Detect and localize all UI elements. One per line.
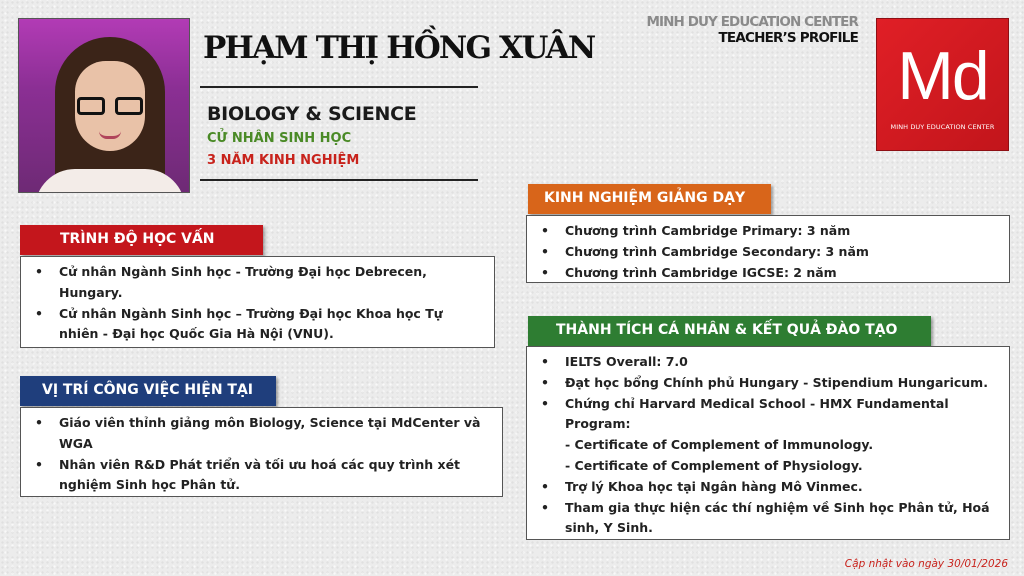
teaching-item: • Chương trình Cambridge IGCSE: 2 năm <box>541 263 999 284</box>
achievement-item: • Trợ lý Khoa học tại Ngân hàng Mô Vinmec. <box>541 477 999 498</box>
achievement-item: • IELTS Overall: 7.0 <box>541 352 999 373</box>
teacher-photo <box>18 18 190 193</box>
bullet-icon: • <box>541 374 549 390</box>
bullet-icon: • <box>541 223 549 238</box>
certificate-subitem: - Certificate of Complement of Immunology. <box>565 437 874 453</box>
teacher-name: PHẠM THỊ HỒNG XUÂN <box>203 30 595 66</box>
profile-label: TEACHER’S PROFILE <box>718 30 858 46</box>
education-heading: TRÌNH ĐỘ HỌC VẤN <box>20 225 263 255</box>
logo-mark: Md <box>897 38 988 114</box>
teaching-item: • Chương trình Cambridge Secondary: 3 năm <box>541 242 999 263</box>
bullet-icon: • <box>541 264 549 280</box>
bullet-icon: • <box>35 264 43 279</box>
photo-glasses <box>77 97 143 115</box>
bullet-icon: • <box>35 456 43 472</box>
achievement-item: • Tham gia thực hiện các thí nghiệm về Sinh học Phân tử, Hoá sinh, Y Sinh. <box>541 499 990 536</box>
name-divider-top <box>200 86 478 88</box>
teaching-item: • Chương trình Cambridge Primary: 3 năm <box>541 221 999 242</box>
education-box <box>20 256 495 348</box>
bullet-icon: • <box>35 415 43 430</box>
current-job-item: • Giáo viên thỉnh giảng môn Biology, Science tại MdCenter và WGA <box>35 415 481 451</box>
education-item: • Cử nhân Ngành Sinh học - Trường Đại học Debrecen, Hungary. <box>35 264 427 300</box>
current-job-box <box>20 407 503 497</box>
bullet-icon: • <box>35 305 43 321</box>
teacher-experience: 3 NĂM KINH NGHIỆM <box>207 153 360 168</box>
current-job-heading: VỊ TRÍ CÔNG VIỆC HIỆN TẠI <box>20 376 276 406</box>
center-name: MINH DUY EDUCATION CENTER <box>646 14 858 30</box>
certificate-subitem: - Certificate of Complement of Physiology. <box>565 457 863 473</box>
bullet-icon: • <box>541 478 549 494</box>
teaching-box <box>526 215 1010 283</box>
bullet-icon: • <box>541 243 549 259</box>
education-item: • Cử nhân Ngành Sinh học – Trường Đại học Khoa học Tự nhiên - Đại học Quốc Gia Hà Nội (VNU). <box>35 305 443 342</box>
achievement-item: • Đạt học bổng Chính phủ Hungary - Stipendium Hungaricum. <box>541 373 999 394</box>
teacher-degree: CỬ NHÂN SINH HỌC <box>207 131 352 146</box>
bullet-icon: • <box>541 354 549 369</box>
bullet-icon: • <box>541 499 549 515</box>
center-logo <box>876 18 1009 151</box>
name-divider-bottom <box>200 179 478 181</box>
bullet-icon: • <box>541 395 549 411</box>
updated-date: Cập nhật vào ngày 30/01/2026 <box>844 558 1008 570</box>
teacher-subject: BIOLOGY & SCIENCE <box>207 103 417 125</box>
logo-text: MINH DUY EDUCATION CENTER <box>890 123 995 131</box>
photo-shirt <box>35 169 185 193</box>
achievement-item: • Chứng chỉ Harvard Medical School - HMX Fundamental Program: - Certificate of Complement of Immunology. - Certificate of Complement of Physiology. <box>541 394 999 477</box>
teaching-heading: KINH NGHIỆM GIẢNG DẠY <box>528 184 771 214</box>
achievements-box <box>526 346 1010 540</box>
current-job-item: • Nhân viên R&D Phát triển và tối ưu hoá các quy trình xét nghiệm Sinh học Phân tử. <box>35 456 461 493</box>
achievements-heading: THÀNH TÍCH CÁ NHÂN & KẾT QUẢ ĐÀO TẠO <box>528 316 931 346</box>
